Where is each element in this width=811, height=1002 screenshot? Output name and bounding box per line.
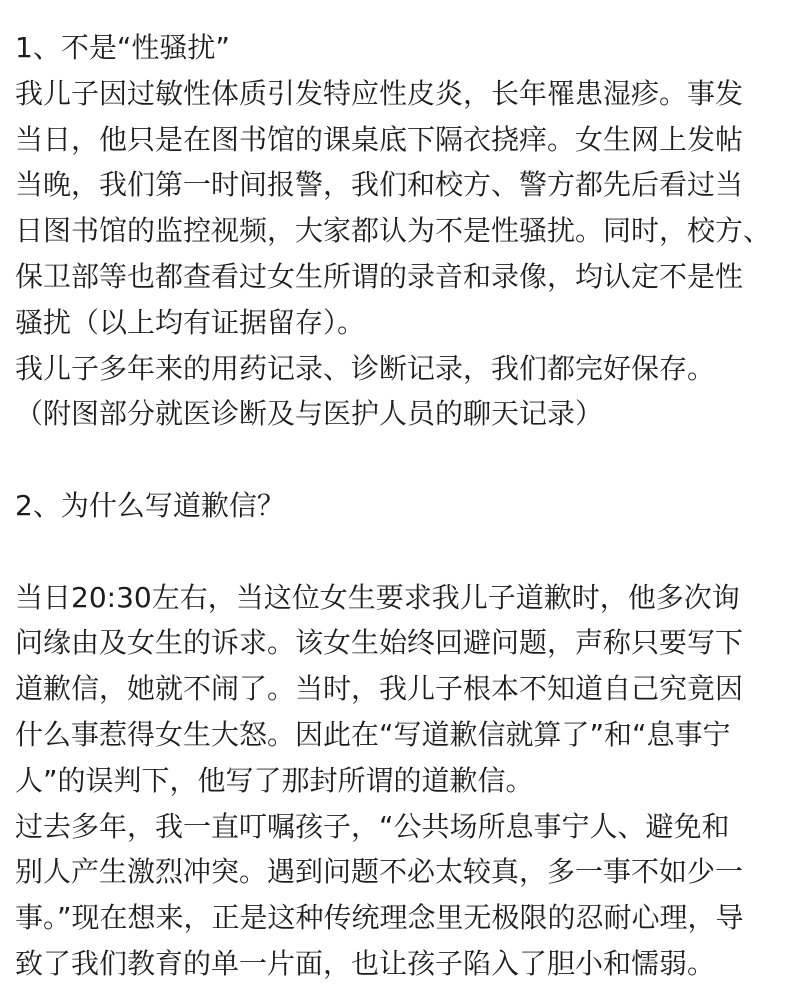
blank-line bbox=[15, 529, 805, 575]
paragraph-line: 当晚，我们第一时间报警，我们和校方、警方都先后看过当 bbox=[15, 168, 744, 202]
paragraph-line: 致了我们教育的单一片面，也让孩子陷入了胆小和懦弱。 bbox=[15, 946, 716, 980]
paragraph-line: 道歉信，她就不闹了。当时，我儿子根本不知道自己究竟因 bbox=[15, 672, 744, 706]
blank-line bbox=[15, 437, 805, 483]
paragraph-line: 当日，他只是在图书馆的课桌底下隔衣挠痒。女生网上发帖 bbox=[15, 122, 744, 156]
paragraph-line: 我儿子多年来的用药记录、诊断记录，我们都完好保存。 bbox=[15, 351, 716, 385]
section-1-heading: 1、不是“性骚扰” bbox=[15, 31, 230, 64]
paragraph-line: 日图书馆的监控视频，大家都认为不是性骚扰。同时，校方、 bbox=[15, 214, 772, 248]
paragraph-line: 人”的误判下，他写了那封所谓的道歉信。 bbox=[15, 763, 534, 797]
paragraph-line: 什么事惹得女生大怒。因此在“写道歉信就算了”和“息事宁 bbox=[15, 717, 731, 751]
paragraph-line: （附图部分就医诊断及与医护人员的聊天记录） bbox=[15, 397, 604, 431]
paragraph-line: 问缘由及女生的诉求。该女生始终回避问题，声称只要写下 bbox=[15, 626, 744, 660]
paragraph-line: 过去多年，我一直叮嘱孩子，“公共场所息事宁人、避免和 bbox=[15, 809, 730, 843]
paragraph-line: 我儿子因过敏性体质引发特应性皮炎，长年罹患湿疹。事发 bbox=[15, 76, 744, 110]
paragraph-line: 当日20:30左右，当这位女生要求我儿子道歉时，他多次询 bbox=[15, 580, 740, 614]
paragraph-line: 保卫部等也都查看过女生所谓的录音和录像，均认定不是性 bbox=[15, 259, 744, 293]
paragraph-line: 骚扰（以上均有证据留存）。 bbox=[15, 305, 366, 339]
paragraph-line: 别人产生激烈冲突。遇到问题不必太较真，多一事不如少一 bbox=[15, 855, 744, 889]
document-body bbox=[15, 25, 805, 987]
section-2-heading: 2、为什么写道歉信？ bbox=[15, 488, 285, 522]
paragraph-line: 事。”现在想来，正是这种传统理念里无极限的忍耐心理，导 bbox=[15, 901, 744, 935]
